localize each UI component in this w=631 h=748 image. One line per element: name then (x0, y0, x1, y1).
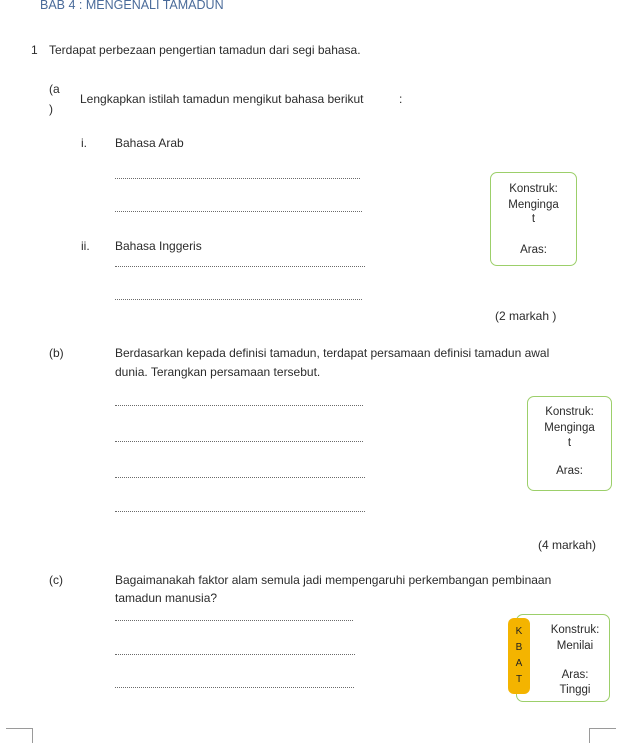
answer-line[interactable] (115, 299, 362, 300)
kbat-badge (508, 618, 530, 694)
construct-value-cont: t (531, 213, 536, 225)
construct-value-cont: t (567, 437, 572, 449)
part-c-label: (c) (49, 573, 63, 587)
construct-box-b (527, 396, 612, 491)
level-label: Aras: (520, 244, 547, 256)
kbat-letter: A (515, 658, 523, 669)
question-stem: Terdapat perbezaan pengertian tamadun dari segi bahasa. (49, 43, 361, 57)
construct-value: Menginga (508, 199, 559, 211)
question-number: 1 (31, 43, 38, 57)
part-a-colon: : (399, 92, 403, 106)
item-i-number: i. (81, 136, 87, 150)
construct-value: Menginga (544, 422, 595, 434)
answer-line[interactable] (115, 654, 355, 655)
part-b-marks: (4 markah) (538, 538, 597, 552)
level-label: Aras: (556, 465, 583, 477)
item-ii-number: ii. (81, 239, 90, 253)
answer-line[interactable] (115, 620, 353, 621)
kbat-letter: T (515, 674, 523, 685)
answer-line[interactable] (115, 211, 362, 212)
answer-line[interactable] (115, 511, 365, 512)
construct-box-a (490, 172, 577, 266)
part-b-label: (b) (49, 346, 64, 360)
answer-line[interactable] (115, 266, 365, 267)
page-corner-mark (6, 728, 33, 743)
kbat-letter: B (515, 642, 523, 653)
kbat-letter: K (515, 626, 523, 637)
answer-line[interactable] (115, 477, 365, 478)
level-value: Tinggi (559, 684, 591, 696)
part-c-line2: tamadun manusia? (115, 591, 218, 605)
construct-value: Menilai (556, 640, 594, 652)
construct-label: Konstruk: (509, 183, 558, 195)
part-a-instruction: Lengkapkan istilah tamadun mengikut bahasa berikut (80, 92, 364, 106)
page-corner-mark (589, 728, 616, 743)
item-i-text: Bahasa Arab (115, 136, 184, 150)
answer-line[interactable] (115, 178, 360, 179)
part-c-line1: Bagaimanakah faktor alam semula jadi mempengaruhi perkembangan pembinaan (115, 573, 552, 587)
answer-line[interactable] (115, 687, 354, 688)
page-title: BAB 4 : MENGENALI TAMADUN (40, 0, 224, 12)
part-a-marks: (2 markah ) (495, 309, 557, 323)
part-a-label: (a (49, 82, 60, 96)
part-a-label-close: ) (49, 102, 53, 116)
construct-box-c (516, 614, 610, 702)
answer-line[interactable] (115, 441, 363, 442)
construct-label: Konstruk: (550, 624, 600, 636)
level-label: Aras: (561, 669, 589, 681)
part-b-line1: Berdasarkan kepada definisi tamadun, terdapat persamaan definisi tamadun awal (115, 346, 550, 360)
construct-label: Konstruk: (545, 406, 594, 418)
answer-line[interactable] (115, 405, 363, 406)
item-ii-text: Bahasa Inggeris (115, 239, 202, 253)
part-b-line2: dunia. Terangkan persamaan tersebut. (115, 365, 321, 379)
